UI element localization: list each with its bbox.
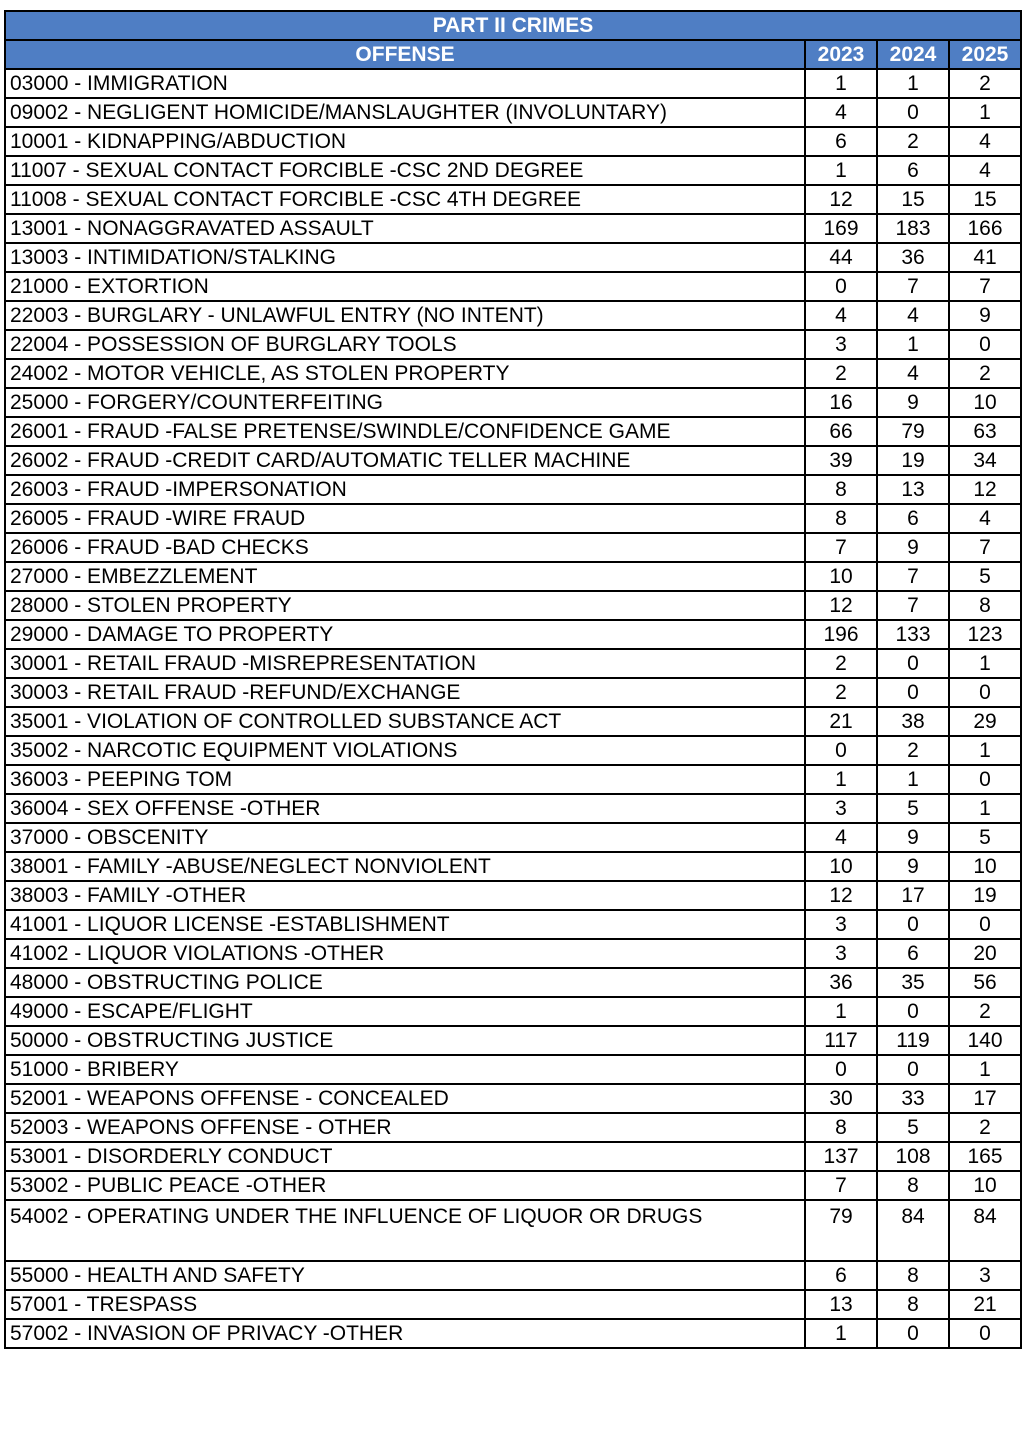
count-2024-cell: 0 — [877, 98, 949, 127]
count-2023-cell: 8 — [805, 1113, 877, 1142]
count-2025-cell: 2 — [949, 997, 1021, 1026]
count-2025-cell: 17 — [949, 1084, 1021, 1113]
column-header-2023: 2023 — [805, 40, 877, 69]
table-row — [5, 243, 1021, 272]
table-row — [5, 475, 1021, 504]
count-2025-cell: 1 — [949, 98, 1021, 127]
count-2023-cell: 7 — [805, 1171, 877, 1200]
count-2024-cell: 17 — [877, 881, 949, 910]
offense-cell: 30003 - RETAIL FRAUD -REFUND/EXCHANGE — [5, 678, 805, 707]
offense-cell: 26001 - FRAUD -FALSE PRETENSE/SWINDLE/CONFIDENCE GAME — [5, 417, 805, 446]
offense-cell: 38003 - FAMILY -OTHER — [5, 881, 805, 910]
count-2023-cell: 1 — [805, 765, 877, 794]
count-2025-cell: 7 — [949, 272, 1021, 301]
count-2024-cell: 119 — [877, 1026, 949, 1055]
offense-cell: 09002 - NEGLIGENT HOMICIDE/MANSLAUGHTER (INVOLUNTARY) — [5, 98, 805, 127]
table-title: PART II CRIMES — [5, 11, 1021, 40]
offense-cell: 37000 - OBSCENITY — [5, 823, 805, 852]
count-2024-cell: 6 — [877, 504, 949, 533]
count-2024-cell: 38 — [877, 707, 949, 736]
table-row — [5, 649, 1021, 678]
count-2025-cell: 2 — [949, 69, 1021, 98]
offense-cell: 50000 - OBSTRUCTING JUSTICE — [5, 1026, 805, 1055]
count-2024-cell: 2 — [877, 127, 949, 156]
count-2024-cell: 5 — [877, 794, 949, 823]
offense-cell: 24002 - MOTOR VEHICLE, AS STOLEN PROPERTY — [5, 359, 805, 388]
offense-cell: 26002 - FRAUD -CREDIT CARD/AUTOMATIC TELLER MACHINE — [5, 446, 805, 475]
count-2024-cell: 79 — [877, 417, 949, 446]
count-2023-cell: 7 — [805, 533, 877, 562]
offense-cell: 52001 - WEAPONS OFFENSE - CONCEALED — [5, 1084, 805, 1113]
count-2025-cell: 19 — [949, 881, 1021, 910]
offense-cell: 38001 - FAMILY -ABUSE/NEGLECT NONVIOLENT — [5, 852, 805, 881]
table-row — [5, 98, 1021, 127]
offense-cell: 25000 - FORGERY/COUNTERFEITING — [5, 388, 805, 417]
offense-cell: 03000 - IMMIGRATION — [5, 69, 805, 98]
offense-cell: 22004 - POSSESSION OF BURGLARY TOOLS — [5, 330, 805, 359]
table-row — [5, 678, 1021, 707]
table-row — [5, 794, 1021, 823]
count-2024-cell: 0 — [877, 1319, 949, 1348]
count-2024-cell: 0 — [877, 649, 949, 678]
count-2025-cell: 0 — [949, 910, 1021, 939]
count-2025-cell: 140 — [949, 1026, 1021, 1055]
offense-cell: 51000 - BRIBERY — [5, 1055, 805, 1084]
table-row — [5, 997, 1021, 1026]
count-2025-cell: 0 — [949, 1319, 1021, 1348]
count-2023-cell: 169 — [805, 214, 877, 243]
table-row — [5, 185, 1021, 214]
count-2024-cell: 36 — [877, 243, 949, 272]
table-row — [5, 1261, 1021, 1290]
count-2024-cell: 1 — [877, 330, 949, 359]
count-2024-cell: 2 — [877, 736, 949, 765]
table-row — [5, 939, 1021, 968]
count-2023-cell: 117 — [805, 1026, 877, 1055]
count-2023-cell: 79 — [805, 1200, 877, 1261]
table-row — [5, 1113, 1021, 1142]
offense-cell: 52003 - WEAPONS OFFENSE - OTHER — [5, 1113, 805, 1142]
count-2025-cell: 63 — [949, 417, 1021, 446]
count-2024-cell: 133 — [877, 620, 949, 649]
column-header-2025: 2025 — [949, 40, 1021, 69]
table-row — [5, 765, 1021, 794]
count-2025-cell: 21 — [949, 1290, 1021, 1319]
offense-cell: 29000 - DAMAGE TO PROPERTY — [5, 620, 805, 649]
table-header-row — [5, 40, 1021, 69]
table-row — [5, 69, 1021, 98]
table-row — [5, 1290, 1021, 1319]
count-2025-cell: 166 — [949, 214, 1021, 243]
count-2025-cell: 34 — [949, 446, 1021, 475]
count-2024-cell: 0 — [877, 1055, 949, 1084]
count-2025-cell: 1 — [949, 649, 1021, 678]
count-2023-cell: 66 — [805, 417, 877, 446]
count-2023-cell: 21 — [805, 707, 877, 736]
count-2024-cell: 5 — [877, 1113, 949, 1142]
count-2024-cell: 84 — [877, 1200, 949, 1261]
count-2024-cell: 9 — [877, 533, 949, 562]
count-2023-cell: 4 — [805, 301, 877, 330]
table-title-row — [5, 11, 1021, 40]
count-2025-cell: 165 — [949, 1142, 1021, 1171]
table-row — [5, 1319, 1021, 1348]
table-row — [5, 1200, 1021, 1261]
table-row — [5, 1084, 1021, 1113]
offense-cell: 53001 - DISORDERLY CONDUCT — [5, 1142, 805, 1171]
table-row — [5, 591, 1021, 620]
count-2024-cell: 108 — [877, 1142, 949, 1171]
count-2024-cell: 0 — [877, 910, 949, 939]
count-2023-cell: 10 — [805, 562, 877, 591]
table-row — [5, 156, 1021, 185]
offense-cell: 13003 - INTIMIDATION/STALKING — [5, 243, 805, 272]
count-2023-cell: 8 — [805, 504, 877, 533]
count-2025-cell: 84 — [949, 1200, 1021, 1261]
table-row — [5, 707, 1021, 736]
table-row — [5, 359, 1021, 388]
count-2025-cell: 5 — [949, 562, 1021, 591]
count-2023-cell: 10 — [805, 852, 877, 881]
count-2023-cell: 12 — [805, 591, 877, 620]
count-2024-cell: 6 — [877, 939, 949, 968]
count-2023-cell: 0 — [805, 1055, 877, 1084]
count-2023-cell: 44 — [805, 243, 877, 272]
offense-cell: 22003 - BURGLARY - UNLAWFUL ENTRY (NO INTENT) — [5, 301, 805, 330]
offense-cell: 57001 - TRESPASS — [5, 1290, 805, 1319]
count-2025-cell: 4 — [949, 156, 1021, 185]
count-2025-cell: 2 — [949, 1113, 1021, 1142]
count-2024-cell: 19 — [877, 446, 949, 475]
count-2023-cell: 1 — [805, 1319, 877, 1348]
count-2024-cell: 4 — [877, 301, 949, 330]
count-2023-cell: 30 — [805, 1084, 877, 1113]
table-row — [5, 272, 1021, 301]
crime-statistics-table — [4, 10, 1022, 1349]
count-2025-cell: 9 — [949, 301, 1021, 330]
count-2024-cell: 13 — [877, 475, 949, 504]
offense-cell: 11008 - SEXUAL CONTACT FORCIBLE -CSC 4TH DEGREE — [5, 185, 805, 214]
count-2024-cell: 9 — [877, 852, 949, 881]
count-2023-cell: 12 — [805, 185, 877, 214]
count-2024-cell: 9 — [877, 823, 949, 852]
count-2025-cell: 12 — [949, 475, 1021, 504]
offense-cell: 36004 - SEX OFFENSE -OTHER — [5, 794, 805, 823]
count-2023-cell: 2 — [805, 678, 877, 707]
offense-cell: 10001 - KIDNAPPING/ABDUCTION — [5, 127, 805, 156]
count-2023-cell: 0 — [805, 272, 877, 301]
count-2025-cell: 1 — [949, 1055, 1021, 1084]
offense-cell: 28000 - STOLEN PROPERTY — [5, 591, 805, 620]
count-2024-cell: 183 — [877, 214, 949, 243]
count-2025-cell: 4 — [949, 127, 1021, 156]
table-row — [5, 330, 1021, 359]
count-2025-cell: 0 — [949, 330, 1021, 359]
count-2025-cell: 1 — [949, 736, 1021, 765]
count-2023-cell: 13 — [805, 1290, 877, 1319]
offense-cell: 11007 - SEXUAL CONTACT FORCIBLE -CSC 2ND DEGREE — [5, 156, 805, 185]
offense-cell: 55000 - HEALTH AND SAFETY — [5, 1261, 805, 1290]
offense-cell: 49000 - ESCAPE/FLIGHT — [5, 997, 805, 1026]
offense-cell: 30001 - RETAIL FRAUD -MISREPRESENTATION — [5, 649, 805, 678]
offense-cell: 26005 - FRAUD -WIRE FRAUD — [5, 504, 805, 533]
table-row — [5, 823, 1021, 852]
count-2024-cell: 15 — [877, 185, 949, 214]
count-2024-cell: 1 — [877, 765, 949, 794]
table-row — [5, 127, 1021, 156]
table-row — [5, 417, 1021, 446]
count-2025-cell: 3 — [949, 1261, 1021, 1290]
count-2025-cell: 41 — [949, 243, 1021, 272]
count-2025-cell: 2 — [949, 359, 1021, 388]
count-2025-cell: 123 — [949, 620, 1021, 649]
offense-cell: 41002 - LIQUOR VIOLATIONS -OTHER — [5, 939, 805, 968]
offense-cell: 53002 - PUBLIC PEACE -OTHER — [5, 1171, 805, 1200]
table-row — [5, 910, 1021, 939]
count-2025-cell: 56 — [949, 968, 1021, 997]
offense-cell: 35002 - NARCOTIC EQUIPMENT VIOLATIONS — [5, 736, 805, 765]
count-2025-cell: 8 — [949, 591, 1021, 620]
count-2025-cell: 20 — [949, 939, 1021, 968]
offense-cell: 35001 - VIOLATION OF CONTROLLED SUBSTANCE ACT — [5, 707, 805, 736]
table-row — [5, 533, 1021, 562]
table-row — [5, 388, 1021, 417]
count-2025-cell: 1 — [949, 794, 1021, 823]
count-2025-cell: 15 — [949, 185, 1021, 214]
count-2025-cell: 7 — [949, 533, 1021, 562]
count-2025-cell: 4 — [949, 504, 1021, 533]
offense-cell: 54002 - OPERATING UNDER THE INFLUENCE OF LIQUOR OR DRUGS — [5, 1200, 805, 1261]
count-2024-cell: 6 — [877, 156, 949, 185]
count-2024-cell: 35 — [877, 968, 949, 997]
count-2025-cell: 10 — [949, 1171, 1021, 1200]
count-2024-cell: 8 — [877, 1171, 949, 1200]
count-2023-cell: 3 — [805, 330, 877, 359]
count-2024-cell: 0 — [877, 997, 949, 1026]
offense-cell: 13001 - NONAGGRAVATED ASSAULT — [5, 214, 805, 243]
count-2024-cell: 7 — [877, 591, 949, 620]
count-2023-cell: 6 — [805, 1261, 877, 1290]
table-row — [5, 1171, 1021, 1200]
count-2024-cell: 8 — [877, 1290, 949, 1319]
count-2024-cell: 9 — [877, 388, 949, 417]
count-2023-cell: 36 — [805, 968, 877, 997]
count-2023-cell: 16 — [805, 388, 877, 417]
count-2023-cell: 4 — [805, 823, 877, 852]
table-row — [5, 620, 1021, 649]
table-row — [5, 881, 1021, 910]
offense-cell: 21000 - EXTORTION — [5, 272, 805, 301]
table-row — [5, 214, 1021, 243]
count-2023-cell: 3 — [805, 939, 877, 968]
count-2023-cell: 1 — [805, 69, 877, 98]
table-row — [5, 446, 1021, 475]
count-2023-cell: 2 — [805, 359, 877, 388]
count-2023-cell: 6 — [805, 127, 877, 156]
count-2023-cell: 12 — [805, 881, 877, 910]
count-2024-cell: 4 — [877, 359, 949, 388]
table-row — [5, 1026, 1021, 1055]
count-2023-cell: 196 — [805, 620, 877, 649]
count-2023-cell: 8 — [805, 475, 877, 504]
count-2024-cell: 1 — [877, 69, 949, 98]
count-2025-cell: 10 — [949, 852, 1021, 881]
count-2024-cell: 8 — [877, 1261, 949, 1290]
count-2024-cell: 7 — [877, 272, 949, 301]
offense-cell: 41001 - LIQUOR LICENSE -ESTABLISHMENT — [5, 910, 805, 939]
count-2024-cell: 33 — [877, 1084, 949, 1113]
count-2023-cell: 4 — [805, 98, 877, 127]
offense-cell: 48000 - OBSTRUCTING POLICE — [5, 968, 805, 997]
count-2025-cell: 10 — [949, 388, 1021, 417]
column-header-2024: 2024 — [877, 40, 949, 69]
offense-cell: 26003 - FRAUD -IMPERSONATION — [5, 475, 805, 504]
offense-cell: 57002 - INVASION OF PRIVACY -OTHER — [5, 1319, 805, 1348]
count-2023-cell: 3 — [805, 910, 877, 939]
count-2023-cell: 1 — [805, 997, 877, 1026]
table-row — [5, 562, 1021, 591]
table-row — [5, 852, 1021, 881]
offense-cell: 26006 - FRAUD -BAD CHECKS — [5, 533, 805, 562]
count-2025-cell: 5 — [949, 823, 1021, 852]
table-row — [5, 1142, 1021, 1171]
table-row — [5, 968, 1021, 997]
count-2025-cell: 0 — [949, 678, 1021, 707]
count-2024-cell: 7 — [877, 562, 949, 591]
table-row — [5, 736, 1021, 765]
count-2023-cell: 137 — [805, 1142, 877, 1171]
column-header-offense: OFFENSE — [5, 40, 805, 69]
count-2023-cell: 39 — [805, 446, 877, 475]
offense-cell: 36003 - PEEPING TOM — [5, 765, 805, 794]
table-row — [5, 504, 1021, 533]
offense-cell: 27000 - EMBEZZLEMENT — [5, 562, 805, 591]
count-2023-cell: 0 — [805, 736, 877, 765]
count-2025-cell: 29 — [949, 707, 1021, 736]
table-row — [5, 301, 1021, 330]
count-2023-cell: 3 — [805, 794, 877, 823]
count-2023-cell: 2 — [805, 649, 877, 678]
count-2024-cell: 0 — [877, 678, 949, 707]
table-row — [5, 1055, 1021, 1084]
count-2025-cell: 0 — [949, 765, 1021, 794]
count-2023-cell: 1 — [805, 156, 877, 185]
